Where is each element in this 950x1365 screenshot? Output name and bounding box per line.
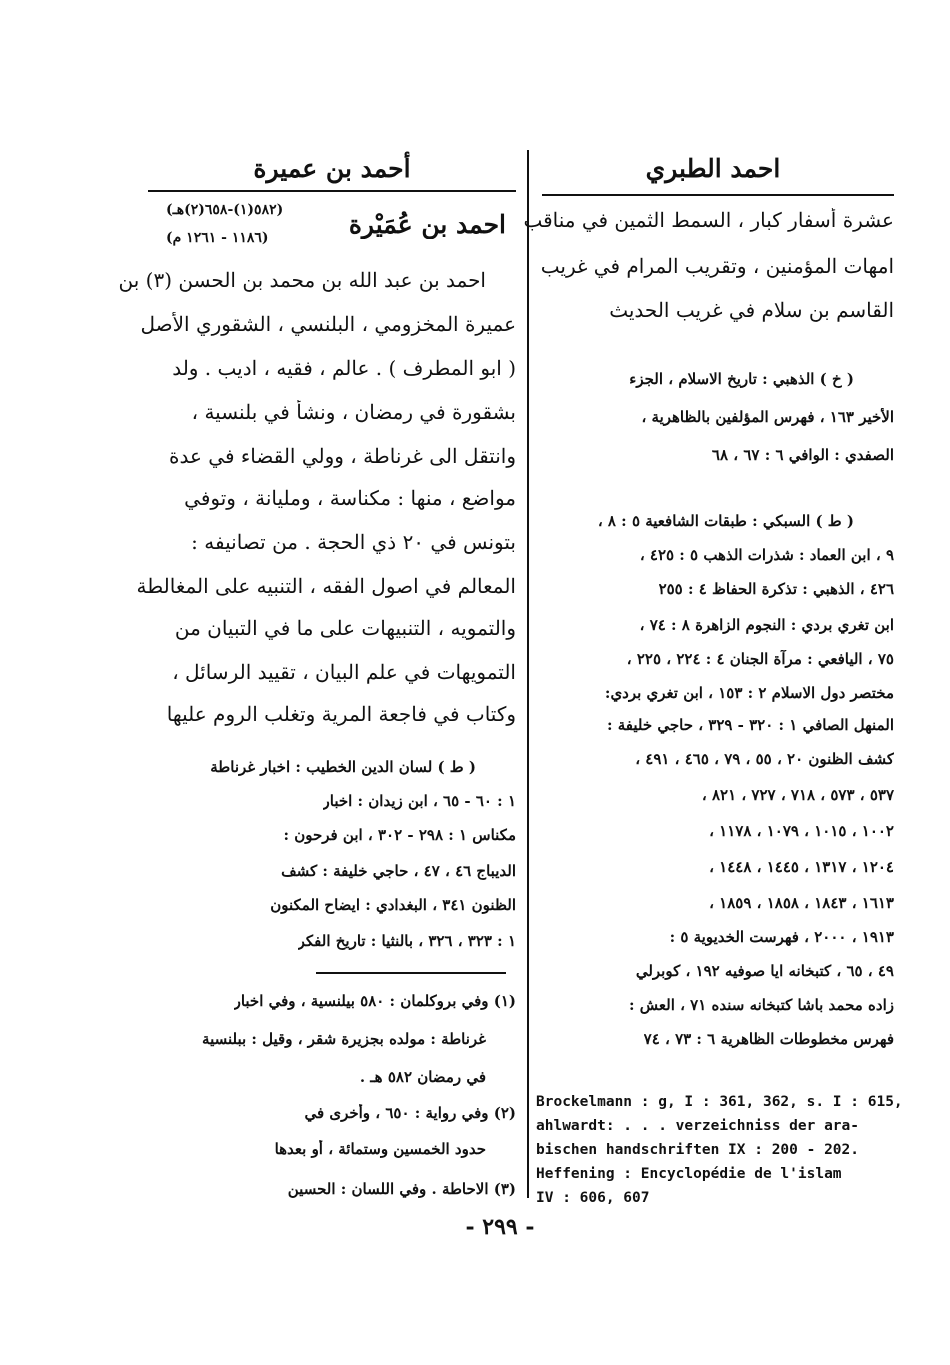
right-source-line: ( ط ) السبكي : طبقات الشافعية ٥ : ٨ ، bbox=[597, 512, 854, 530]
left-body-line: عميرة المخزومي ، البلنسي ، الشقوري الأصل bbox=[140, 312, 516, 336]
right-source-line: ١٦١٣ ، ١٨٤٣ ، ١٨٥٨ ، ١٨٥٩ ، bbox=[709, 894, 894, 912]
right-source-line: الصفدي : الوافي ٦ : ٦٧ ، ٦٨ bbox=[711, 446, 894, 464]
footnote-separator bbox=[316, 972, 506, 974]
page-number: - ٢٩٩ - bbox=[465, 1214, 535, 1240]
right-source-line: المنهل الصافي ١ : ٣٢٠ - ٣٢٩ ، حاجي خليفة : bbox=[607, 716, 894, 734]
right-source-line: ٤٩ ، ٦٥ ، كتبخانه ايا صوفيه ١٩٢ ، كوبرلي bbox=[635, 962, 894, 980]
left-source-line: مكناس ١ : ٢٩٨ - ٣٠٢ ، ابن فرحون : bbox=[283, 826, 516, 844]
left-body-line: وكتاب في فاجعة المرية وتغلب الروم عليها bbox=[166, 702, 516, 726]
latin-reference-line: bischen handschriften IX : 200 - 202. bbox=[536, 1142, 860, 1158]
right-body-line: القاسم بن سلام في غريب الحديث bbox=[609, 298, 894, 322]
left-source-line: ١ : ٦٠ - ٦٥ ، ابن زيدان : اخبار bbox=[322, 792, 516, 810]
left-source-line: ١ : ٣٢٣ ، ٣٢٦ ، بالنثيا : تاريخ الفكر bbox=[297, 932, 516, 950]
column-divider bbox=[527, 150, 529, 1198]
right-source-line: ٧٥ ، اليافعي : مرآة الجنان ٤ : ٢٢٤ ، ٢٢٥ ، bbox=[626, 650, 894, 668]
latin-reference-line: Heffening : Encyclopédie de l'islam bbox=[536, 1166, 842, 1182]
right-body-line: عشرة أسفار كبار ، السمط الثمين في مناقب bbox=[523, 208, 894, 232]
left-body-line: وانتقل الى غرناطة ، وولي القضاء في عدة bbox=[169, 444, 516, 468]
entry-dates-gregorian: (١١٨٦ - ١٢٦١ م) bbox=[166, 230, 269, 246]
footnote-line: غرناطة : مولده بجزيرة شقر ، وقيل : ببلنسية bbox=[202, 1030, 486, 1048]
right-source-line: ( خ ) الذهبي : تاريخ الاسلام ، الجزء bbox=[629, 370, 854, 388]
footnote-line: حدود الخمسين وستمائة ، أو بعدها bbox=[274, 1140, 486, 1158]
latin-reference-line: Brockelmann : g, I : 361, 362, s. I : 615, bbox=[536, 1094, 903, 1110]
right-source-line: زاده محمد باشا كتبخانه سنده ٧١ ، العش : bbox=[629, 996, 894, 1014]
entry-dates-hijri: (٥٨٢(١)-٦٥٨(٢)هـ) bbox=[166, 202, 284, 218]
right-source-line: ١٠٠٢ ، ١٠١٥ ، ١٠٧٩ ، ١١٧٨ ، bbox=[709, 822, 894, 840]
left-body-line: والتمويه ، التنبيهات على ما في التبيان من bbox=[174, 616, 516, 640]
right-source-line: فهرس مخطوطات الظاهرية ٦ : ٧٣ ، ٧٤ bbox=[643, 1030, 894, 1048]
left-column bbox=[118, 150, 516, 1198]
footnote-line: في رمضان ٥٨٢ هـ . bbox=[359, 1068, 486, 1086]
left-header-rule bbox=[148, 190, 516, 192]
right-header-rule bbox=[542, 194, 894, 196]
left-source-line: الديباج ٤٦ ، ٤٧ ، حاجي خليفة : كشف bbox=[281, 862, 516, 880]
left-column-header: أحمد بن عميرة bbox=[253, 154, 411, 183]
right-column-header: احمد الطبري bbox=[645, 154, 781, 183]
right-source-line: ١٢٠٤ ، ١٣١٧ ، ١٤٤٥ ، ١٤٤٨ ، bbox=[709, 858, 894, 876]
right-source-line: ابن تغري بردي : النجوم الزاهرة ٨ : ٧٤ ، bbox=[639, 616, 894, 634]
right-source-line: الأخير ١٦٣ ، فهرس المؤلفين بالظاهرية ، bbox=[641, 408, 894, 426]
left-body-line: ( ابو المطرف ) . عالم ، فقيه ، اديب . ولد bbox=[172, 356, 516, 380]
footnote-line: (٢) وفي رواية : ٦٥٠ ، وأخرى في bbox=[304, 1104, 516, 1122]
left-body-line: مواضع ، منها : مكناسة ، ومليانة ، وتوفي bbox=[184, 486, 516, 510]
right-body-line: امهات المؤمنين ، وتقريب المرام في غريب bbox=[540, 254, 894, 278]
left-source-line: الظنون ٣٤١ ، البغدادي : ايضاح المكنون bbox=[270, 896, 516, 914]
footnote-line: (٣) الاحاطة . وفي اللسان : الحسين bbox=[287, 1180, 516, 1198]
left-body-line: بشقورة في رمضان ، ونشأ في بلنسية ، bbox=[191, 400, 516, 424]
right-source-line: كشف الظنون ٢٠ ، ٥٥ ، ٧٩ ، ٤٦٥ ، ٤٩١ ، bbox=[635, 750, 894, 768]
left-body-line: المعالم في اصول الفقه ، التنبيه على المغالطة bbox=[136, 574, 516, 598]
latin-reference-line: ahlwardt: . . . verzeichniss der ara- bbox=[536, 1118, 860, 1134]
right-source-line: ٤٢٦ ، الذهبي : تذكرة الحفاظ ٤ : ٢٥٥ bbox=[658, 580, 894, 598]
right-source-line: مختصر دول الاسلام ٢ : ١٥٣ ، ابن تغري بردي: bbox=[604, 684, 894, 702]
footnote-line: (١) وفي بروكلمان : ٥٨٠ بيلنسية ، وفي اخبار bbox=[233, 992, 516, 1010]
left-body-line: التمويهات في علم البيان ، تقييد الرسائل ، bbox=[172, 660, 516, 684]
right-source-line: ٥٣٧ ، ٥٧٣ ، ٧١٨ ، ٧٢٧ ، ٨٢١ ، bbox=[701, 786, 894, 804]
entry-name: احمد بن عُمَيْرة bbox=[348, 210, 506, 239]
left-body-line: احمد بن عبد الله بن محمد بن الحسن (٣) بن bbox=[118, 268, 486, 292]
left-source-line: ( ط ) لسان الدين الخطيب : اخبار غرناطة bbox=[210, 758, 476, 776]
latin-reference-line: IV : 606, 607 bbox=[536, 1190, 650, 1206]
left-body-line: بتونس في ٢٠ ذي الحجة . من تصانيفه : bbox=[191, 530, 516, 554]
right-source-line: ١٩١٣ ، ٢٠٠٠ ، فهرست الخديوية ٥ : bbox=[669, 928, 894, 946]
right-source-line: ٩ ، ابن العماد : شذرات الذهب ٥ : ٤٢٥ ، bbox=[639, 546, 894, 564]
right-column bbox=[523, 150, 894, 1048]
